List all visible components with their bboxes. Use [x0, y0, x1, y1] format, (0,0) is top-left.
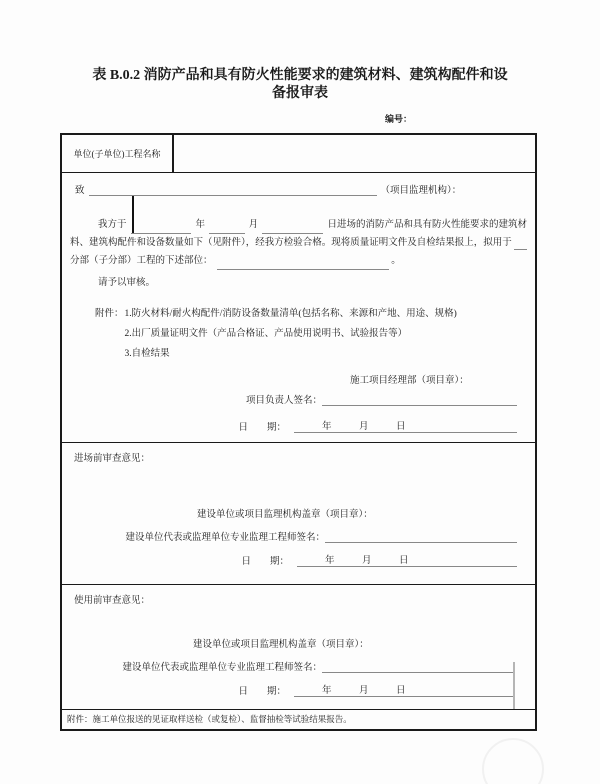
- date-entry-line: [70, 216, 527, 234]
- body-line3: [70, 252, 527, 270]
- pre-entry-date-line: [62, 552, 535, 567]
- project-manager-signature-field: [322, 393, 517, 406]
- body-after-day-text: 日进场的消防产品和具有防火性能要求的建筑材: [327, 220, 527, 230]
- body-line2-text: 料、建筑构配件和设备数量如下（见附件），经我方检验合格。现将质量证明文件及自检结果报上，拟用于: [70, 238, 512, 248]
- addressee-prefix: 致: [75, 186, 85, 196]
- pre-entry-stamp-label: 建设单位或项目监理机构盖章（项目章）：: [197, 510, 373, 520]
- footer-note-text: 附件：施工单位报送的见证取样送检（或复检）、监督抽检等试验结果报告。: [67, 714, 352, 724]
- contractor-date-label: 日 期：: [238, 423, 286, 433]
- year-label: 年: [195, 220, 205, 230]
- form-table: [60, 133, 537, 731]
- pre-entry-signature-line: [62, 529, 535, 543]
- pre-entry-review-label: 进场前审查意见：: [74, 454, 151, 464]
- addressee-blank-field: [89, 183, 377, 196]
- contractor-date-field: 年 月 日: [294, 418, 517, 433]
- body-line2: [70, 234, 527, 252]
- pre-entry-date-label: 日 期：: [241, 557, 289, 567]
- pre-entry-signature-field: [325, 530, 517, 543]
- month-blank-field: [209, 221, 245, 234]
- pre-use-review-label: 使用前审查意见：: [74, 596, 151, 606]
- pre-entry-signature-label: 建设单位代表或监理单位专业监理工程师签名：: [125, 533, 325, 543]
- application-section: [62, 173, 535, 443]
- pre-use-signature-label: 建设单位代表或监理单位专业监理工程师签名：: [122, 663, 322, 673]
- document-title: [70, 67, 530, 103]
- scan-artifact-line: [513, 662, 515, 710]
- document-title-line2: 备报审表: [272, 86, 328, 101]
- document-title-line1: 表 B.0.2 消防产品和具有防火性能要求的建筑材料、建筑构配件和设: [92, 68, 508, 83]
- contractor-date-line: [62, 418, 535, 433]
- pre-use-date-field: 年 月 日: [294, 682, 514, 697]
- attachments-block: [95, 304, 535, 364]
- pre-entry-review-section: [62, 443, 535, 585]
- footer-note-row: [62, 710, 535, 728]
- pre-use-signature-field: [322, 660, 514, 673]
- attachments-list: [125, 304, 457, 364]
- location-blank-field: [217, 257, 389, 270]
- pre-use-review-section: [62, 585, 535, 710]
- body-line3-text: 分部（子分部）工程的下述部位：: [70, 256, 213, 266]
- pre-use-stamp-label: 建设单位或项目监理机构盖章（项目章）：: [193, 640, 369, 650]
- contractor-stamp-label: 施工项目经理部（项目章）：: [350, 376, 469, 386]
- pre-use-date-line: [62, 682, 535, 697]
- project-name-value-cell: [174, 135, 535, 172]
- scan-artifact-line: [132, 196, 134, 233]
- addressee-suffix: （项目监理机构）：: [380, 186, 462, 196]
- application-paragraph: [70, 216, 527, 270]
- attachment-item: 2.出厂质量证明文件（产品合格证、产品使用说明书、试验报告等）: [124, 329, 408, 339]
- project-name-label: 单位(子单位)工程名称: [62, 135, 174, 172]
- pre-use-signature-line: [62, 659, 535, 673]
- body-start-text: 我方于: [98, 220, 127, 230]
- day-blank-field: [262, 221, 323, 234]
- month-label: 月: [248, 220, 259, 230]
- body-line3-period: 。: [391, 256, 401, 266]
- attachments-label: 附件：: [95, 309, 124, 319]
- project-manager-signature-label: 项目负责人签名：: [245, 396, 322, 406]
- pre-use-date-label: 日 期：: [238, 687, 286, 697]
- faint-watermark-circle: [482, 738, 544, 784]
- addressee-line: [75, 182, 527, 196]
- project-manager-signature-line: [62, 392, 535, 406]
- pre-entry-date-field: 年 月 日: [297, 552, 517, 567]
- attachment-item: 3.自检结果: [124, 349, 170, 359]
- attachment-item: 1.防火材料/耐火构配件/消防设备数量清单(包括名称、来源和产地、用途、规格): [124, 309, 457, 319]
- division-blank-field: [514, 249, 527, 250]
- year-blank-field: [131, 221, 192, 234]
- review-request-text: 请予以审核。: [98, 278, 156, 288]
- document-number-label: 编号：: [385, 114, 413, 124]
- project-name-row: [62, 135, 535, 173]
